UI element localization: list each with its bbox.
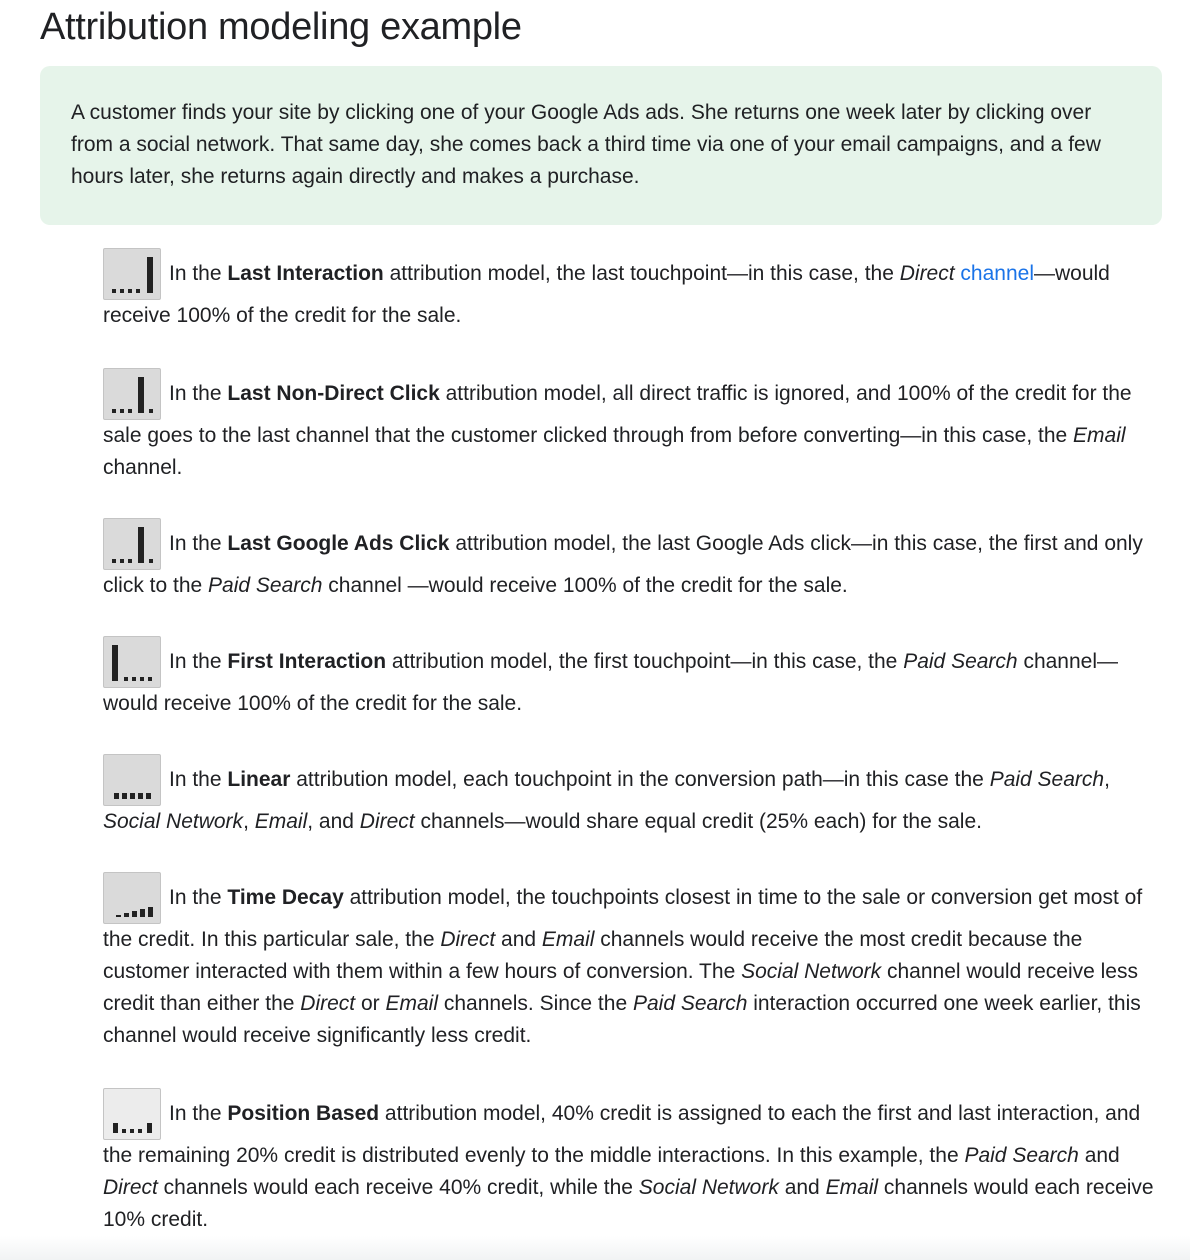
last-non-direct-click-icon (103, 368, 161, 420)
model-time-decay: In the Time Decay attribution model, the touchpoints closest in time to the sale or conversion get most of the credit. In this particular sale, the Direct and Email channels would receive the most credit because the customer interacted with them within a few hours of conversion. The Social Network channel would receive less credit than either the Direct or Email channels. Since the Paid Search interaction occurred one week earlier, this channel would receive significantly less credit. (103, 872, 1165, 1052)
model-last-interaction: In the Last Interaction attribution model, the last touchpoint—in this case, the Direct channel—would receive 100% of the credit for the sale. (103, 248, 1165, 332)
model-last-google-ads-click: In the Last Google Ads Click attribution model, the last Google Ads click—in this case, the first and only click to the Paid Search channel —would receive 100% of the credit for the sale. (103, 518, 1165, 602)
model-last-non-direct-click: In the Last Non-Direct Click attribution model, all direct traffic is ignored, and 100% of the credit for the sale goes to the last channel that the customer clicked through from before converting—in this case, the Email channel. (103, 368, 1165, 484)
model-name: First Interaction (227, 650, 387, 673)
example-callout (40, 66, 1162, 225)
channel-link[interactable]: channel (960, 262, 1034, 285)
last-interaction-icon (103, 248, 161, 300)
time-decay-icon (103, 872, 161, 924)
model-linear: In the Linear attribution model, each touchpoint in the conversion path—in this case the Paid Search, Social Network, Email, and Direct channels—would share equal credit (25% each) for the sale. (103, 754, 1165, 838)
callout-text: A customer finds your site by clicking one of your Google Ads ads. She returns one week later by clicking over from a social network. That same day, she comes back a third time via one of your email campaigns, and a few hours later, she returns again directly and makes a purchase. (71, 101, 1101, 188)
linear-icon (103, 754, 161, 806)
model-name: Last Non-Direct Click (227, 382, 440, 405)
model-name: Time Decay (227, 886, 344, 909)
model-name: Position Based (227, 1102, 380, 1125)
model-position-based: In the Position Based attribution model, 40% credit is assigned to each the first and last interaction, and the remaining 20% credit is distributed evenly to the middle interactions. In this example, the Paid Search and Direct channels would each receive 40% credit, while the Social Network and Email channels would each receive 10% credit. (103, 1088, 1165, 1236)
position-based-icon (103, 1088, 161, 1140)
first-interaction-icon (103, 636, 161, 688)
last-google-ads-click-icon (103, 518, 161, 570)
model-name: Last Google Ads Click (227, 532, 450, 555)
model-name: Linear (227, 768, 291, 791)
page-title: Attribution modeling example (40, 6, 522, 48)
model-name: Last Interaction (227, 262, 384, 285)
bottom-fade (0, 1236, 1190, 1260)
model-first-interaction: In the First Interaction attribution model, the first touchpoint—in this case, the Paid Search channel—would receive 100% of the credit for the sale. (103, 636, 1165, 720)
